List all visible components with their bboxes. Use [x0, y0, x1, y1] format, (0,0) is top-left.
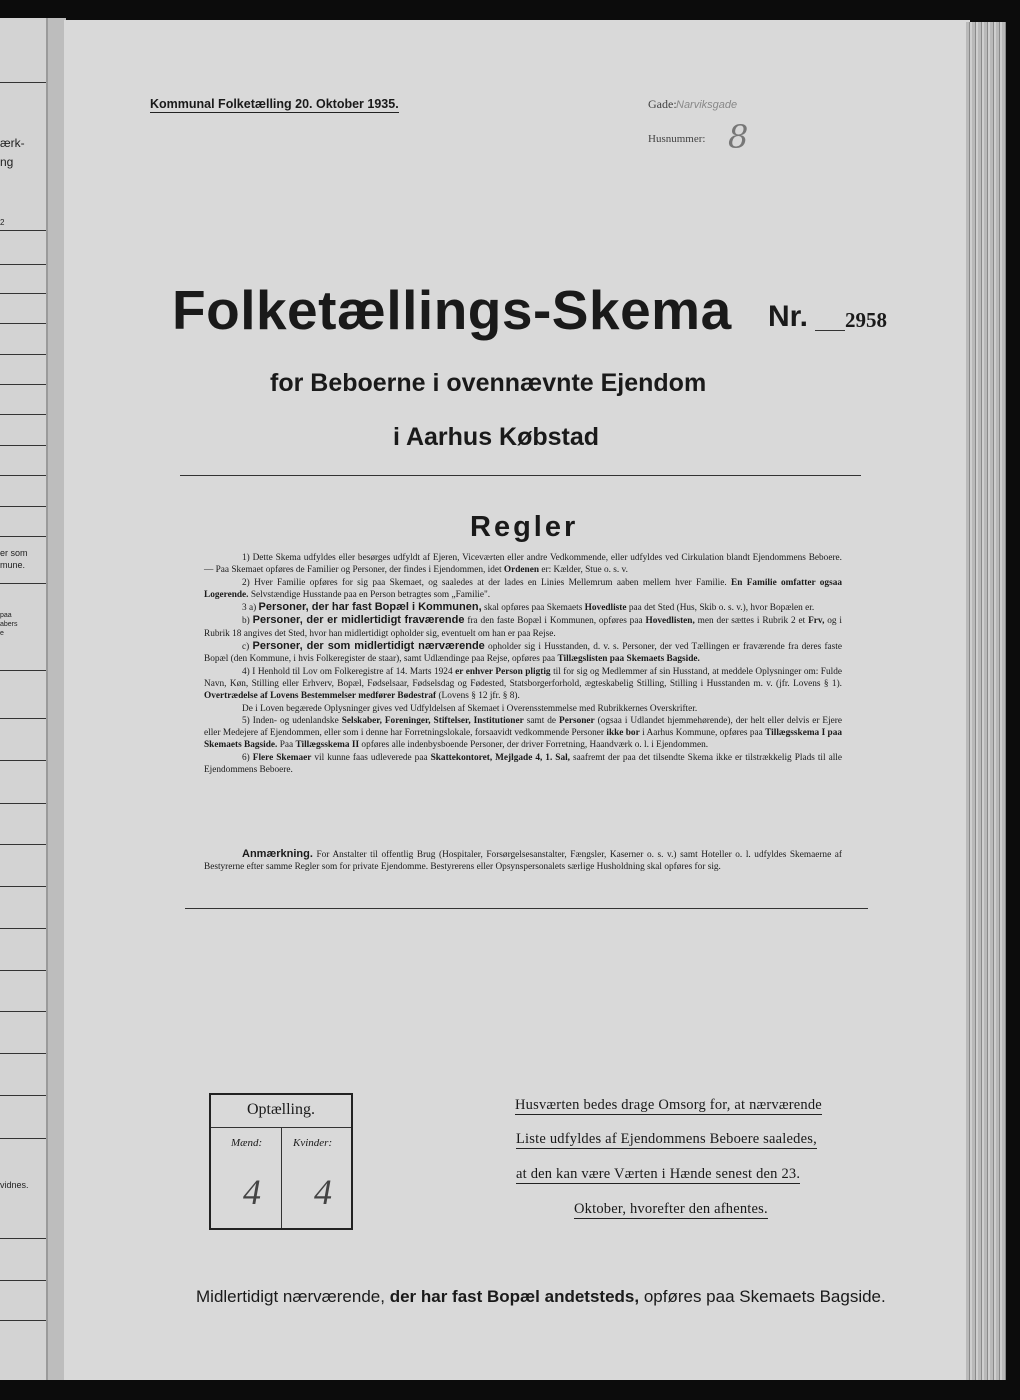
- rule-1: 1) Dette Skema udfyldes eller besørges udfyldt af Ejeren, Viceværten eller andre Vedkommende, eller udfyldes ved Cirkulation blandt Ejendommens Beboere. — Paa Skemaet opføres de Familier og Personer, der findes i Ejendommen, idet Ordenen er: Kælder, Stue o. s. v.: [204, 553, 842, 576]
- instruction-line-2: Liste udfyldes af Ejendommens Beboere saaledes,: [516, 1131, 817, 1147]
- rules-body: [204, 552, 842, 776]
- divider: [185, 908, 868, 909]
- divider: [180, 475, 861, 476]
- count-box-divider: [281, 1127, 282, 1228]
- note-label: Anmærkning.: [242, 848, 313, 860]
- rule-5: 5) Inden- og udenlandske Selskaber, Foreninger, Stiftelser, Institutioner samt de Personer (ogsaa i Udlandet hjemmehørende), der helt eller delvis er Ejere eller Medejere af Ejendommen, eller som i denne har Forretningslokale, forsaavidt vedkommende Personer ikke bor i Aarhus Kommune, opføres paa Tillægsskema I paa Skemaets Bagside. Paa Tillægsskema II opføres alle indenbysboende Personer, der driver Forretning, Haandværk o. l. i Ejendommen.: [204, 715, 843, 751]
- rule-2: 2) Hver Familie opføres for sig paa Skemaet, og saaledes at der lades en Linies Mellemrum aaben mellem hver Familie. En Familie omfatter ogsaa Logerende. Selvstændige Husstande paa en Person betragtes som „Familie".: [204, 577, 842, 600]
- form-number-label: Nr.: [768, 300, 809, 333]
- count-box-title: Optælling.: [246, 1101, 315, 1118]
- left-fragment-text: 2: [0, 218, 5, 227]
- form-subtitle-1: for Beboerne i ovennævnte Ejendom: [270, 369, 707, 397]
- form-number-value: 2958: [845, 308, 887, 332]
- street-value: Narviksgade: [676, 99, 738, 111]
- left-fragment-text: er som: [0, 548, 28, 558]
- rule-3a: 3 a) Personer, der har fast Bopæl i Kommunen, skal opføres paa Skemaets Hovedliste paa det Sted (Hus, Skib o. s. v.), hvor Bopælen er.: [242, 601, 815, 614]
- footer-bold: der har fast Bopæl andetsteds,: [389, 1287, 640, 1306]
- men-label: Mænd:: [231, 1137, 263, 1149]
- footer-note: [196, 1287, 886, 1307]
- left-fragment-text: vidnes.: [0, 1180, 29, 1190]
- left-fragment-text: mune.: [0, 560, 26, 570]
- women-count-value: 4: [314, 1172, 332, 1212]
- women-label: Kvinder:: [293, 1137, 333, 1149]
- rule-3c: c) Personer, der som midlertidigt nærværende opholder sig i Husstanden, d. v. s. Personer, der ved Tællingen er fraværende fra deres faste Bopæl (den Kommune, i hvis Folkeregister de staar), samt Udlændinge paa Rejse, opføres paa Tillægslisten paa Skemaets Bagside.: [204, 640, 842, 665]
- rules-heading: Regler: [470, 511, 579, 543]
- men-count-value: 4: [243, 1172, 261, 1212]
- note-text: For Anstalter til offentlig Brug (Hospitaler, Forsørgelsesanstalter, Fængsler, Kaserner o. s. v.) samt Hoteller o. l. udfyldes Skemaerne af Bestyrerne efter samme Regler som for private Ejendomme. Bestyrerens eller Opsynspersonalets særlige Husholdning skal opføres for sig.: [204, 850, 842, 873]
- footer-pre: Midlertidigt nærværende,: [196, 1287, 385, 1306]
- page-edges: [966, 22, 1006, 1380]
- census-header-title: Kommunal Folketælling 20. Oktober 1935.: [150, 97, 399, 111]
- left-page-fragment: [0, 18, 46, 1380]
- form-main-title: Folketællings-Skema: [172, 279, 732, 341]
- left-fragment-text: ærk-: [0, 136, 25, 150]
- form-subtitle-2: i Aarhus Købstad: [393, 423, 600, 451]
- count-box: [209, 1093, 353, 1230]
- book-spine: [46, 18, 66, 1380]
- left-fragment-text: ng: [0, 155, 14, 169]
- instruction-line-4: Oktober, hvorefter den afhentes.: [574, 1201, 768, 1217]
- house-number-label: Husnummer:: [648, 133, 706, 145]
- rule-4-continued: De i Loven begærede Oplysninger gives ved Udfyldelsen af Skemaet i Overensstemmelse med Rubrikkernes Overskrifter.: [242, 703, 698, 714]
- house-number-value: 8: [728, 118, 749, 156]
- rule-6: 6) Flere Skemaer vil kunne faas udleverede paa Skattekontoret, Mejlgade 4, 1. Sal, saafremt der paa det tilsendte Skema ikke er tilstrækkelig Plads til alle Ejendommens Beboere.: [204, 752, 843, 776]
- rule-4: 4) I Henhold til Lov om Folkeregistre af 14. Marts 1924 er enhver Person pligtig til for sig og Medlemmer af sin Husstand, at meddele Oplysninger om: Fulde Navn, Køn, Stilling eller Erhverv, Bopæl, Fødselsaar, Fødselsdag og Fødested, Statsborgerforhold, ægteskabelig Stilling, Stilling i Husstanden m. v. (jfr. Lovens § 1). Overtrædelse af Lovens Bestemmelser medfører Bødestraf (Lovens § 12 jfr. § 8).: [204, 666, 842, 702]
- left-fragment-text: paa: [0, 612, 12, 619]
- instruction-line-3: at den kan være Værten i Hænde senest den 23.: [516, 1166, 801, 1182]
- street-label: Gade:: [648, 97, 677, 111]
- instruction-line-1: Husværten bedes drage Omsorg for, at nærværende: [515, 1097, 822, 1113]
- left-fragment-text: e: [0, 630, 4, 637]
- left-fragment-text: abers: [0, 621, 18, 628]
- note-paragraph: [204, 848, 842, 874]
- form-number-line: [815, 330, 845, 331]
- footer-post: opføres paa Skemaets Bagside.: [643, 1287, 886, 1306]
- rule-3b: b) Personer, der er midlertidigt fraværende fra den faste Bopæl i Kommunen, opføres paa Hovedlisten, men der sættes i Rubrik 2 et Frv, og i Rubrik 18 angives det Sted, hvor han midlertidigt opholder sig, eventuelt om han er paa Rejse.: [204, 614, 843, 639]
